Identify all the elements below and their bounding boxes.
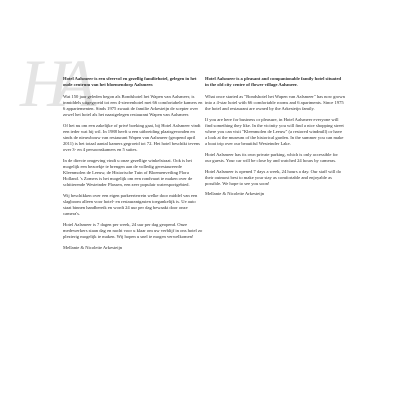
english-text-column <box>205 76 345 202</box>
english-signature: Mellanie & Nicolette Arkesteijn <box>205 191 265 197</box>
hotel-monogram-logo: H A <box>20 45 87 121</box>
english-paragraph: What once started as "Bondshotel het Wapen van Aalsmeer" has now grown into a 4-star hotel with 66 comfortable rooms and 6 apartments. Since 1975 the hotel and restaurant are owned by the Arkesteijn family. <box>205 93 345 111</box>
dutch-paragraph: In de directe omgeving vindt u onze gezellige winkelstraat. Ook is het mogelijk een bezoekje te brengen aan de volledig gerestaureerde Kleenmolen de Leeuw, de Historische Tuin of Bloemenveiling Flora Holland. 's Zomers is het mogelijk om een rondvaart te maken over de schitterende Westeinder Plassen, een zeer populair watersportgebied. <box>63 157 193 188</box>
dutch-paragraph: Wij beschikken over een eigen parkeerterrein welke door middel van een slagboom alleen voor hotel- en restaurantgasten toegankelijk is. Ue auto staat binnen handbereik en wordt 24 uur per dag bewaakt door onze camera's. <box>63 192 198 217</box>
english-paragraph: Hotel Aalsmeer is opened 7 days a week, 24 hours a day. Our staff will do their outmost best to make your stay as comfortable and enjoyable as possible. We hope to see you soon! <box>205 168 341 186</box>
dutch-intro: Hotel Aalsmeer is een sfeervol en gezellig familiehotel, gelegen in het oude centrum van het bloemendorp Aalsmeer. <box>63 76 197 88</box>
dutch-paragraph: Hotel Aalsmeer is 7 dagen per week, 24 uur per dag geopend. Onze medewerkers staan dag en nacht voor u klaar om uw verblijf in ons hotel zo plezierig mogelijk te maken. Wij hopen u snel te mogen verwelkomen! <box>63 221 203 240</box>
english-paragraph: Hotel Aalsmeer has its own private parking, which is only accessible for our guests. Your car will be close by and watched 24 hours by cameras. <box>205 151 338 163</box>
english-paragraph: If you are here for business or pleasure, in Hotel Aalsmeer everyone will find something they like. In the vicinity you will find a nice shopping street where you can visit "Kleenmolen de Leeuw" (a restored windmill) or have a look at the museum of the historical garden. In the summer you can make a boat trip over our beautiful Westeinder Lake. <box>205 116 344 147</box>
dutch-signature: Mellanie & Nicolette Arkesteijn <box>63 244 123 250</box>
dutch-paragraph: Of het nu om een zakelijke of privé boeking gaat, bij Hotel Aalsmeer vindt een ieder wat hij wil. In 1988 heeft u een uitbreiding plaatsgevonden en sinds de nieuwbouw van restaurant Wapen van Aalsmeer (geopend april 2011) is het totaal aantal kamers gegroeid tot 72. Het hotel beschikt tevens over 3- en 4 persoonskamers en 5 suites. <box>63 122 201 153</box>
dutch-text-column <box>63 76 203 255</box>
dutch-paragraph: Wat 150 jaar geleden begon als Bondshotel het Wapen van Aalsmeer, is inmiddels uitgegroeid tot een 4-sterrenhotel met 66 comfortabele kamers en 6 appartementen. Sinds 1975 zwaait de familie Arkesteijn de scepter over zowel het hotel als het naastgelegen restaurant Wapen van Aalsmeer. <box>63 93 203 118</box>
english-intro: Hotel Aalsmeer is a pleasant and companionable family hotel situated in the old city centre of flower village Aalsmeer. <box>205 76 342 88</box>
